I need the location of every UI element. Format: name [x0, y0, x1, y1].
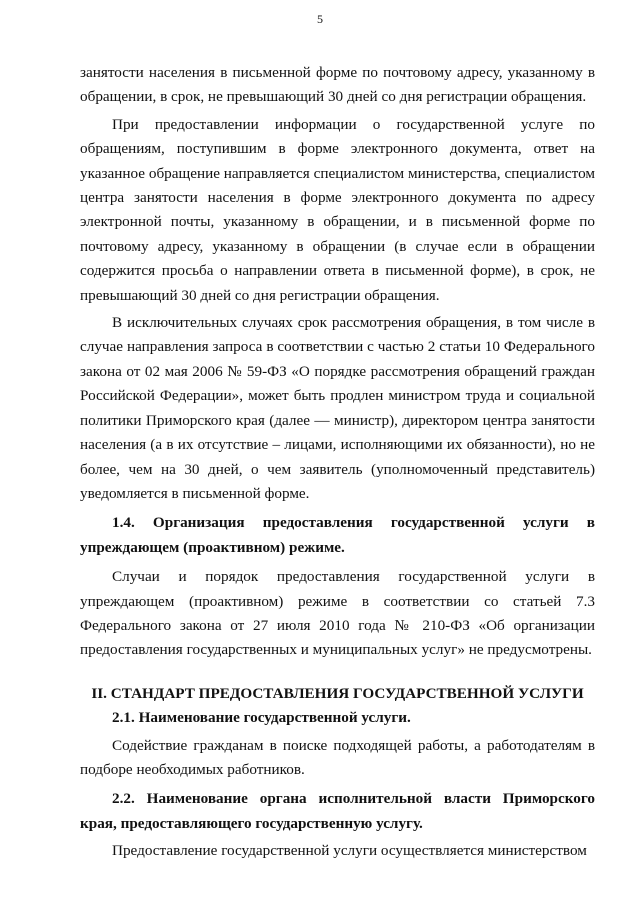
paragraph-proactive-mode: Случаи и порядок предоставления государственной услуги в упреждающем (проактивном) режиме в соответствии со статьей 7.3 Федерального закона от 27 июля 2010 года № 210-ФЗ «Об организации предоставления государственных и муниципальных услуг» не предусмотрены. — [80, 568, 595, 659]
paragraph-electronic-response: При предоставлении информации о государственной услуге по обращениям, поступившим в форме электронного документа, ответ на указанное обращение направляется специалистом министерства, специалистом центра занятости населения в форме электронного документа по адресу электронной почты, указанному в обращении, и в письменной форме по почтовому адресу, указанному в обращении (в случае если в обращении содержится просьба о направлении ответа в письменной форме), в срок, не превышающий 30 дней со дня регистрации обращения. — [80, 115, 595, 304]
paragraph-service-provider: Предоставление государственной услуги осуществляется министерством — [112, 842, 587, 860]
heading-1-4: 1.4. Организация предоставления государственной услуги в упреждающем (проактивном) режиме. — [80, 514, 595, 556]
heading-2-1: 2.1. Наименование государственной услуги. — [112, 709, 411, 727]
paragraph-service-name: Содействие гражданам в поиске подходящей работы, а работодателям в подборе необходимых работников. — [80, 736, 595, 778]
document-body — [80, 61, 595, 864]
page-number: 5 — [317, 12, 323, 26]
heading-2-2: 2.2. Наименование органа исполнительной власти Приморского края, предоставляющего государственную услугу. — [80, 790, 595, 832]
paragraph-exceptional-cases: В исключительных случаях срок рассмотрения обращения, в том числе в случае направления запроса в соответствии с частью 2 статьи 10 Федерального закона от 02 мая 2006 № 59-ФЗ «О порядке рассмотрения обращений граждан Российской Федерации», может быть продлен министром труда и социальной политики Приморского края (далее — министр), директором центра занятости населения (а в их отсутствие – лицами, исполняющими их обязанности), но не более, чем на 30 дней, о чем заявитель (уполномоченный представитель) уведомляется в письменной форме. — [80, 314, 595, 502]
section-ii-title: II. СТАНДАРТ ПРЕДОСТАВЛЕНИЯ ГОСУДАРСТВЕННОЙ УСЛУГИ — [91, 684, 584, 702]
paragraph-continuation: занятости населения в письменной форме по почтовому адресу, указанному в обращении, в срок, не превышающий 30 дней со дня регистрации обращения. — [80, 64, 595, 106]
